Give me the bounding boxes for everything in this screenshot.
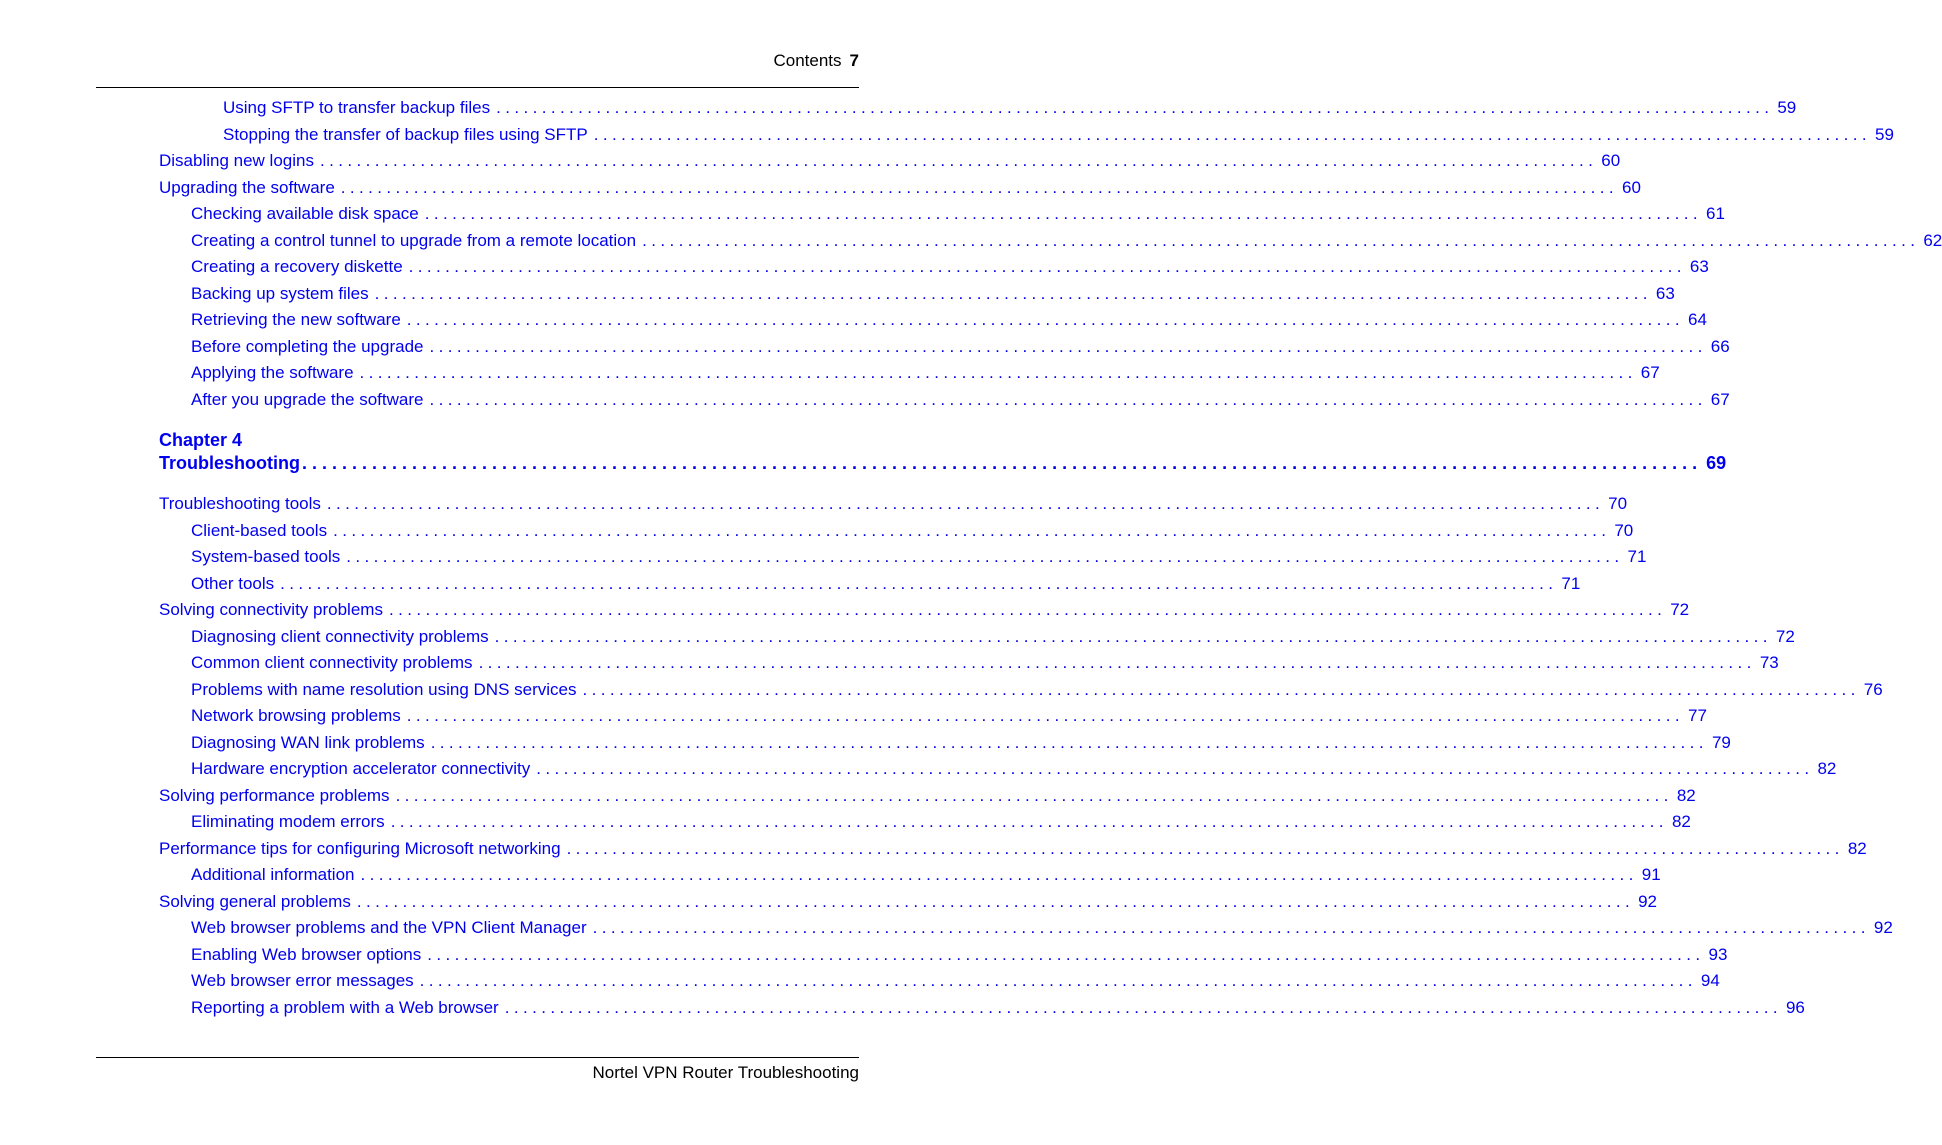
toc-entry-title: Backing up system files xyxy=(191,283,369,303)
toc-entry-page: 59 xyxy=(1777,98,1797,117)
toc-entry-page: 92 xyxy=(1638,891,1658,911)
toc-entry-page: 63 xyxy=(1655,283,1675,303)
toc-entry-page: 82 xyxy=(1847,838,1867,858)
toc-entry[interactable] xyxy=(191,653,1779,675)
dot-leader: ............................................................................................................................................ xyxy=(319,151,1598,170)
toc-entry[interactable] xyxy=(191,520,1634,543)
toc-entry-page: 93 xyxy=(1708,944,1728,964)
toc-entry-title: Reporting a problem with a Web browser xyxy=(191,997,499,1017)
header-page-number: 7 xyxy=(849,51,859,70)
toc-entry-page: 61 xyxy=(1706,204,1725,223)
dot-leader: ............................................................................................................................................ xyxy=(388,600,1667,619)
dot-leader: ............................................................................................................................................ xyxy=(340,177,1619,197)
dot-leader: ............................................................................................................................................ xyxy=(430,732,1708,752)
toc-entry[interactable] xyxy=(191,997,1805,1020)
page-header xyxy=(96,48,859,88)
toc-entry[interactable] xyxy=(159,838,1867,861)
toc-entry-page: 62 xyxy=(1923,230,1942,250)
toc-entry-title: Creating a control tunnel to upgrade from a remote location xyxy=(191,230,637,250)
dot-leader: ............................................................................................................................................ xyxy=(280,573,1558,593)
toc-entry[interactable] xyxy=(159,785,1696,808)
toc-entry-title: Solving general problems xyxy=(159,891,351,911)
toc-entry[interactable] xyxy=(191,759,1837,781)
dot-leader: ............................................................................................................................................ xyxy=(593,124,1872,144)
toc-entry-page: 60 xyxy=(1622,177,1641,197)
toc-entry-title: Creating a recovery diskette xyxy=(191,257,403,276)
toc-entry-page: 63 xyxy=(1689,257,1709,276)
toc-entry-title: Common client connectivity problems xyxy=(191,653,473,672)
toc-entry[interactable] xyxy=(191,310,1707,332)
dot-leader: ............................................................................................................................................ xyxy=(419,971,1697,990)
dot-leader: ............................................................................................................................................ xyxy=(408,257,1686,276)
toc-entry[interactable] xyxy=(191,283,1675,306)
toc-entry-page: 82 xyxy=(1671,812,1691,831)
dot-leader: ............................................................................................................................................ xyxy=(582,679,1860,699)
toc-entry[interactable] xyxy=(191,732,1731,755)
dot-leader: ............................................................................................................................................ xyxy=(374,283,1652,303)
toc-entry-title: Upgrading the software xyxy=(159,177,335,197)
toc-entry-title: Client-based tools xyxy=(191,520,328,540)
chapter-title-entry[interactable] xyxy=(159,453,1727,475)
dot-leader: ............................................................................................................................................ xyxy=(429,336,1707,356)
toc-entry[interactable] xyxy=(223,124,1894,147)
toc-entry[interactable] xyxy=(191,706,1707,728)
toc-entry-page: 71 xyxy=(1627,547,1647,566)
toc-entry-page: 67 xyxy=(1710,389,1730,409)
header-text xyxy=(773,51,859,71)
toc-entry-title: Additional information xyxy=(191,865,355,884)
toc-entry-page: 91 xyxy=(1641,865,1661,884)
toc-entry-page: 82 xyxy=(1817,759,1837,778)
toc-entry[interactable] xyxy=(191,363,1660,385)
toc-entry-title: Applying the software xyxy=(191,363,354,382)
toc-entry-page: 60 xyxy=(1601,151,1621,170)
toc-entry-page: 92 xyxy=(1873,918,1893,937)
toc-entry-title: Problems with name resolution using DNS services xyxy=(191,679,577,699)
toc-entry-page: 77 xyxy=(1688,706,1707,725)
toc-entry-title: Hardware encryption accelerator connectivity xyxy=(191,759,531,778)
dot-leader: ............................................................................................................................................ xyxy=(478,653,1756,672)
toc-entry[interactable] xyxy=(159,177,1641,200)
toc-entry-page: 82 xyxy=(1676,785,1696,805)
toc-entry[interactable] xyxy=(159,151,1621,173)
dot-leader: ............................................................................................................................................ xyxy=(326,494,1605,513)
toc-entry-page: 71 xyxy=(1561,573,1581,593)
toc-entry-title: Web browser problems and the VPN Client Manager xyxy=(191,918,587,937)
toc-entry-page: 67 xyxy=(1640,363,1660,382)
dot-leader: ............................................................................................................................................ xyxy=(496,98,1774,117)
toc-entry[interactable] xyxy=(159,494,1628,516)
toc-entry-title: Using SFTP to transfer backup files xyxy=(223,98,491,117)
dot-leader: ............................................................................................................................................ xyxy=(333,520,1611,540)
toc-entry-title: Disabling new logins xyxy=(159,151,314,170)
toc-entry[interactable] xyxy=(159,600,1690,622)
toc-entry[interactable] xyxy=(223,98,1797,120)
dot-leader: ............................................................................................................................................ xyxy=(592,918,1870,937)
toc-entry[interactable] xyxy=(191,204,1725,226)
dot-leader: ............................................................................................................................................ xyxy=(494,626,1772,646)
toc-entry[interactable] xyxy=(191,918,1893,940)
toc-entry-page: 79 xyxy=(1711,732,1731,752)
dot-leader: ............................................................................................................................................ xyxy=(429,389,1707,409)
dot-leader: ............................................................................................................................................ xyxy=(424,204,1702,223)
dot-leader: ............................................................................................................................................ xyxy=(642,230,1920,250)
dot-leader: ............................................................................................................................................ xyxy=(359,363,1637,382)
toc-entry[interactable] xyxy=(191,971,1720,993)
toc-entry-title: Other tools xyxy=(191,573,275,593)
toc-entry[interactable] xyxy=(191,573,1581,596)
toc-entry-title: Troubleshooting tools xyxy=(159,494,321,513)
toc-entry[interactable] xyxy=(191,389,1730,412)
toc-entry-page: 94 xyxy=(1700,971,1720,990)
toc-entry[interactable] xyxy=(191,547,1647,569)
toc-entry-title: Eliminating modem errors xyxy=(191,812,385,831)
toc-entry-title: After you upgrade the software xyxy=(191,389,424,409)
toc-entry-page: 64 xyxy=(1688,310,1707,329)
toc-entry-page: 70 xyxy=(1608,494,1628,513)
dot-leader: ............................................................................................................................................ xyxy=(566,838,1844,858)
toc-entry[interactable] xyxy=(191,257,1709,279)
dot-leader: ............................................................................................................................................ xyxy=(427,944,1705,964)
toc-entry-title: Retrieving the new software xyxy=(191,310,401,329)
toc-entry-page: 59 xyxy=(1875,124,1894,144)
toc-entry[interactable] xyxy=(191,230,1942,253)
dot-leader: ............................................................................................................................................ xyxy=(346,547,1624,566)
toc-entry[interactable] xyxy=(159,891,1658,914)
dot-leader: ............................................................................................................................................ xyxy=(406,310,1685,329)
toc-entry-title: Before completing the upgrade xyxy=(191,336,424,356)
toc-entry-page: 72 xyxy=(1775,626,1795,646)
footer-text: Nortel VPN Router Troubleshooting xyxy=(592,1063,859,1082)
toc-entry-title: Stopping the transfer of backup files using SFTP xyxy=(223,124,588,144)
header-section: Contents xyxy=(773,51,842,70)
toc-entry-page: 96 xyxy=(1785,997,1805,1017)
toc-entry-title: Solving performance problems xyxy=(159,785,390,805)
dot-leader: ............................................................................................................................................ xyxy=(360,865,1638,884)
toc-entry[interactable] xyxy=(191,865,1661,887)
dot-leader: ............................................................................................................................................ xyxy=(504,997,1782,1017)
toc-entry-title: Network browsing problems xyxy=(191,706,401,725)
toc-entry-title: Enabling Web browser options xyxy=(191,944,422,964)
toc-entry-page: 73 xyxy=(1759,653,1779,672)
toc-entry-title: Diagnosing client connectivity problems xyxy=(191,626,489,646)
chapter-page: 69 xyxy=(1706,453,1727,473)
toc-entry[interactable] xyxy=(191,944,1728,967)
toc-entry-title: Web browser error messages xyxy=(191,971,414,990)
page-footer xyxy=(96,1057,859,1082)
dot-leader: ............................................................................................................................................ xyxy=(302,453,1703,473)
toc-entry-title: Diagnosing WAN link problems xyxy=(191,732,425,752)
toc-entry-title: System-based tools xyxy=(191,547,341,566)
dot-leader: ............................................................................................................................................ xyxy=(406,706,1684,725)
toc-entry-page: 76 xyxy=(1863,679,1883,699)
chapter-title: Troubleshooting xyxy=(159,453,300,473)
toc-entry-page: 66 xyxy=(1710,336,1730,356)
toc-entry-page: 70 xyxy=(1614,520,1634,540)
toc-entry-page: 72 xyxy=(1670,600,1690,619)
dot-leader: ............................................................................................................................................ xyxy=(536,759,1814,778)
toc-entry[interactable] xyxy=(191,626,1795,649)
dot-leader: ............................................................................................................................................ xyxy=(356,891,1635,911)
toc-entry-title: Checking available disk space xyxy=(191,204,419,223)
toc-entry[interactable] xyxy=(191,812,1691,834)
dot-leader: ............................................................................................................................................ xyxy=(395,785,1673,805)
dot-leader: ............................................................................................................................................ xyxy=(390,812,1668,831)
toc-entry[interactable] xyxy=(191,679,1883,702)
toc-entry-title: Solving connectivity problems xyxy=(159,600,383,619)
toc-entry[interactable] xyxy=(191,336,1730,359)
chapter-label[interactable]: Chapter 4 xyxy=(159,430,243,450)
toc-entry-title: Performance tips for configuring Microsoft networking xyxy=(159,838,561,858)
